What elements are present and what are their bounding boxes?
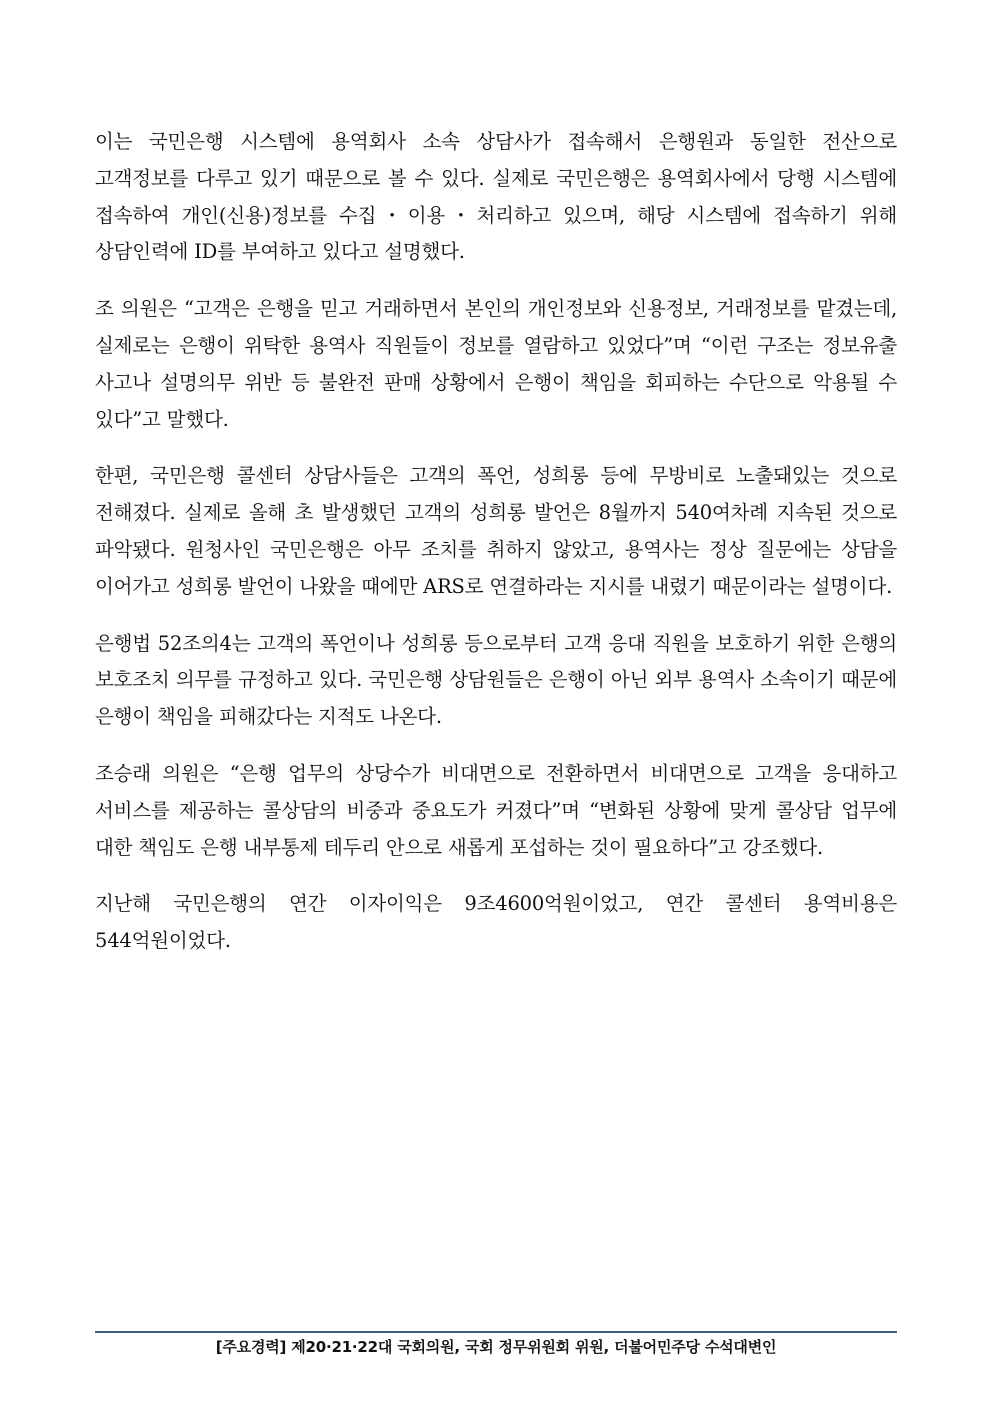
- footer-divider: [95, 1331, 897, 1333]
- paragraph-6: 지난해 국민은행의 연간 이자이익은 9조4600억원이었고, 연간 콜센터 용역비용은 544억원이었다.: [95, 892, 897, 953]
- paragraph-4: 은행법 52조의4는 고객의 폭언이나 성희롱 등으로부터 고객 응대 직원을 보호하기 위한 은행의 보호조치 의무를 규정하고 있다. 국민은행 상담원들은 은행이 아닌 외부 용역사 소속이기 때문에 은행이 책임을 피해갔다는 지적도 나온다.: [95, 631, 897, 729]
- footer-career-text: [주요경력] 제20·21·22대 국회의원, 국회 정무위원회 위원, 더불어민주당 수석대변인: [215, 1338, 777, 1356]
- document-body: [95, 124, 897, 980]
- page-footer: [95, 1331, 897, 1358]
- paragraph-3: 한편, 국민은행 콜센터 상담사들은 고객의 폭언, 성희롱 등에 무방비로 노출돼있는 것으로 전해졌다. 실제로 올해 초 발생했던 고객의 성희롱 발언은 8월까지 540여차례 지속된 것으로 파악됐다. 원청사인 국민은행은 아무 조치를 취하지 않았고, 용역사는 정상 질문에는 상담을 이어가고 성희롱 발언이 나왔을 때에만 ARS로 연결하라는 지시를 내렸기 때문이라는 설명이다.: [95, 464, 897, 598]
- paragraph-5: 조승래 의원은 “은행 업무의 상당수가 비대면으로 전환하면서 비대면으로 고객을 응대하고 서비스를 제공하는 콜상담의 비중과 중요도가 커졌다”며 “변화된 상황에 맞게 콜상담 업무에 대한 책임도 은행 내부통제 테두리 안으로 새롭게 포섭하는 것이 필요하다”고 강조했다.: [95, 761, 897, 859]
- paragraph-1: 이는 국민은행 시스템에 용역회사 소속 상담사가 접속해서 은행원과 동일한 전산으로 고객정보를 다루고 있기 때문으로 볼 수 있다. 실제로 국민은행은 용역회사에서 당행 시스템에 접속하여 개인(신용)정보를 수집・이용・처리하고 있으며, 해당 시스템에 접속하기 위해 상담인력에 ID를 부여하고 있다고 설명했다.: [95, 130, 897, 264]
- paragraph-2: 조 의원은 “고객은 은행을 믿고 거래하면서 본인의 개인정보와 신용정보, 거래정보를 맡겼는데, 실제로는 은행이 위탁한 용역사 직원들이 정보를 열람하고 있었다”며 “이런 구조는 정보유출 사고나 설명의무 위반 등 불완전 판매 상황에서 은행이 책임을 회피하는 수단으로 악용될 수 있다”고 말했다.: [95, 297, 897, 431]
